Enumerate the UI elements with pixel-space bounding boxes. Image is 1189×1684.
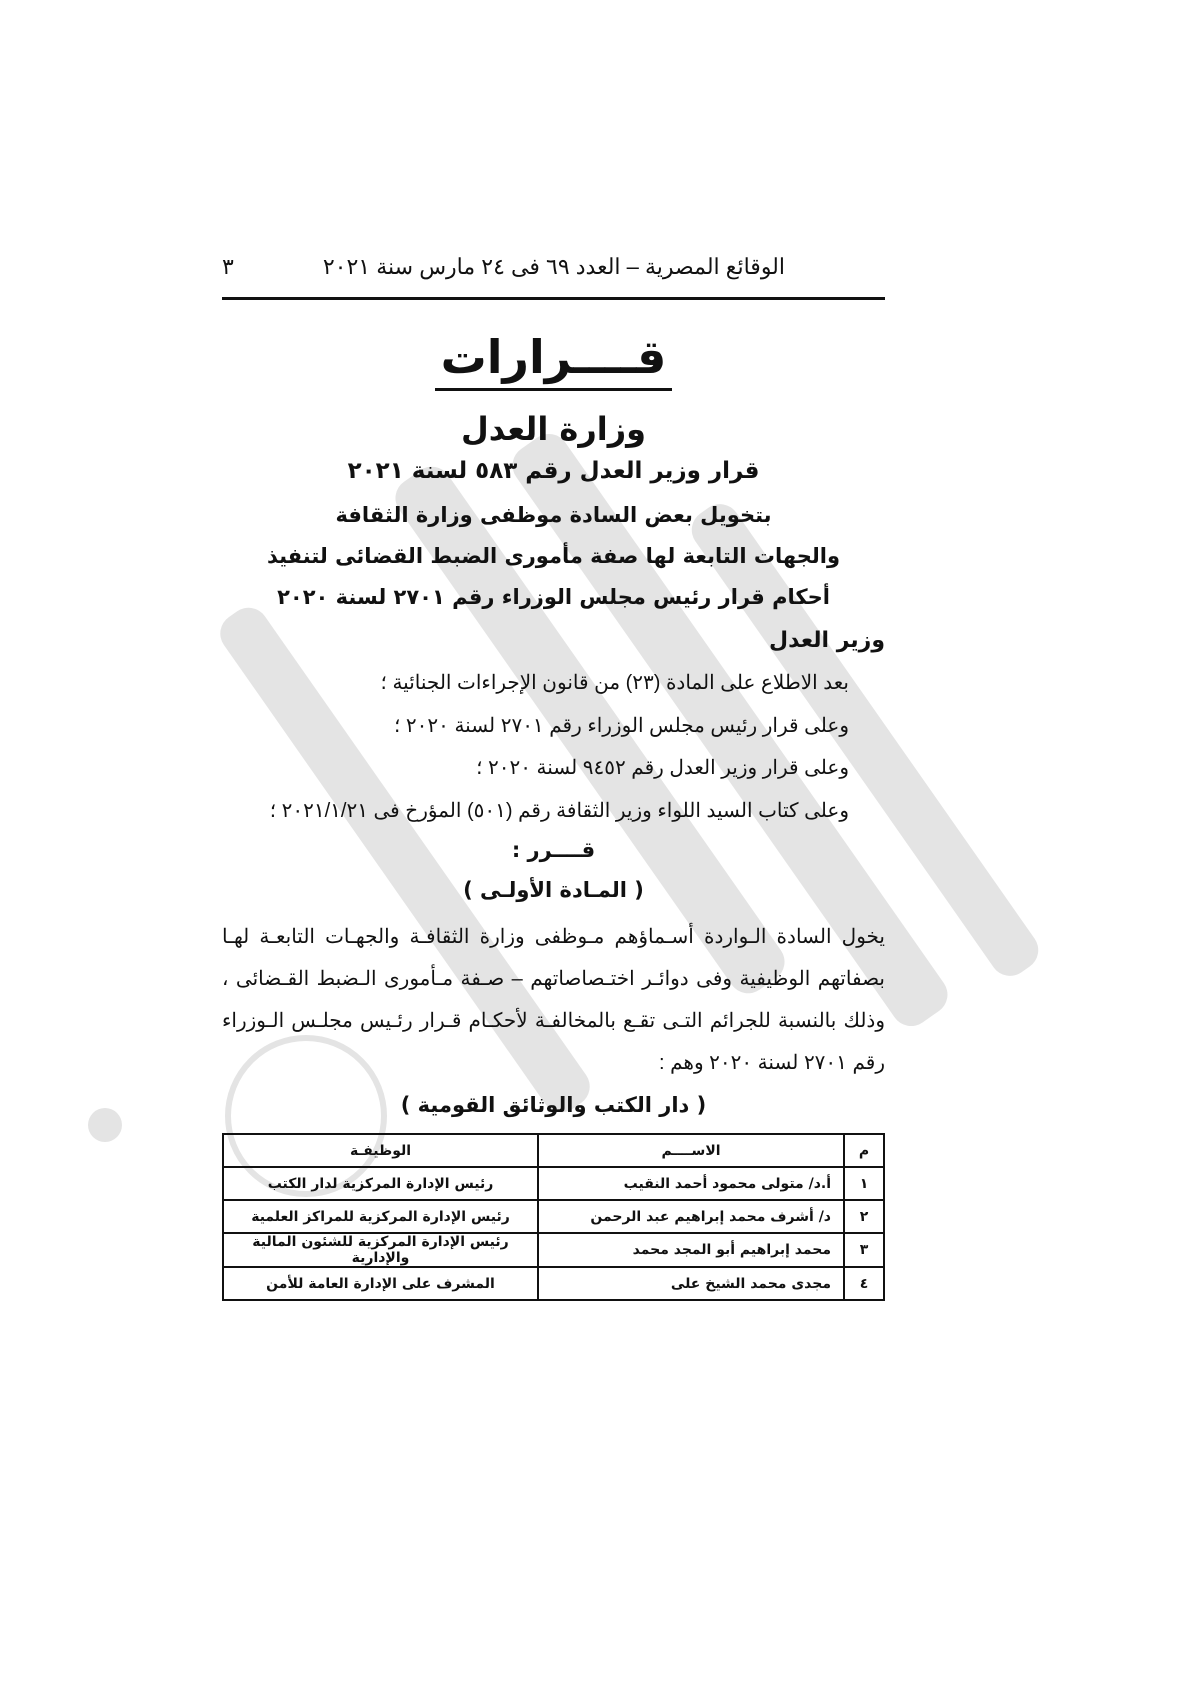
table-row	[223, 1233, 884, 1267]
employee-job: رئيس الإدارة المركزية لدار الكتب	[223, 1167, 538, 1200]
col-name: الاســــم	[538, 1134, 844, 1167]
row-number: ٤	[844, 1267, 884, 1300]
employee-name: مجدى محمد الشيخ على	[538, 1267, 844, 1300]
employee-job: رئيس الإدارة المركزية للشئون المالية والإدارية	[223, 1233, 538, 1267]
col-job: الوظيفـة	[223, 1134, 538, 1167]
decree-title: قرار وزير العدل رقم ٥٨٣ لسنة ٢٠٢١	[347, 458, 760, 484]
ministry-heading: وزارة العدل	[460, 410, 647, 448]
preamble-line: وعلى قرار رئيس مجلس الوزراء رقم ٢٧٠١ لسنة ٢٠٢٠ ؛	[394, 715, 849, 737]
section-title: قــــرارات	[222, 330, 885, 384]
table-row	[223, 1267, 884, 1300]
publication-info: الوقائع المصرية – العدد ٦٩ فى ٢٤ مارس سنة ٢٠٢١	[322, 254, 785, 279]
header-rule	[222, 297, 885, 300]
article-line: يخول السادة الـواردة أسـماؤهم مـوظفى وزارة الثقافـة والجهـات التابعـة لهـا	[222, 926, 885, 948]
table-row	[223, 1200, 884, 1233]
preamble-line: وعلى قرار وزير العدل رقم ٩٤٥٢ لسنة ٢٠٢٠ ؛	[476, 757, 849, 779]
row-number: ٣	[844, 1233, 884, 1267]
decree-subtitle: بتخويل بعض السادة موظفى وزارة الثقافة	[335, 503, 772, 527]
decree-subtitle: أحكام قرار رئيس مجلس الوزراء رقم ٢٧٠١ لسنة ٢٠٢٠	[277, 585, 830, 609]
table-caption: ( دار الكتب والوثائق القومية )	[400, 1093, 707, 1117]
employee-job: رئيس الإدارة المركزية للمراكز العلمية	[223, 1200, 538, 1233]
employee-name: محمد إبراهيم أبو المجد محمد	[538, 1233, 844, 1267]
table-row	[223, 1167, 884, 1200]
employee-job: المشرف على الإدارة العامة للأمن	[223, 1267, 538, 1300]
decree-subtitle: والجهات التابعة لها صفة مأمورى الضبط القضائى لتنفيذ	[266, 544, 841, 568]
preamble-line: وعلى كتاب السيد اللواء وزير الثقافة رقم (٥٠١) المؤرخ فى ٢٠٢١/١/٢١ ؛	[269, 800, 849, 822]
employee-name: د/ أشرف محمد إبراهيم عبد الرحمن	[538, 1200, 844, 1233]
decides-heading: قــــرر :	[511, 838, 596, 862]
table-header-row	[223, 1134, 884, 1167]
preamble-line: بعد الاطلاع على المادة (٢٣) من قانون الإجراءات الجنائية ؛	[380, 672, 849, 694]
article-heading: ( المـادة الأولـى )	[463, 878, 644, 902]
article-line: رقم ٢٧٠١ لسنة ٢٠٢٠ وهم :	[658, 1052, 885, 1074]
row-number: ١	[844, 1167, 884, 1200]
employees-table	[222, 1133, 885, 1301]
issuer: وزير العدل	[769, 628, 885, 653]
row-number: ٢	[844, 1200, 884, 1233]
employee-name: أ.د/ متولى محمود أحمد النقيب	[538, 1167, 844, 1200]
col-number: م	[844, 1134, 884, 1167]
article-line: بصفاتهم الوظيفية وفى دوائـر اختـصاصاتهم – صـفة مـأمورى الـضبط القـضائى ،	[222, 968, 885, 990]
article-line: وذلك بالنسبة للجرائم التـى تقـع بالمخالفـة لأحكـام قـرار رئـيس مجلـس الـوزراء	[222, 1010, 885, 1032]
page-number: ٣	[222, 254, 234, 279]
